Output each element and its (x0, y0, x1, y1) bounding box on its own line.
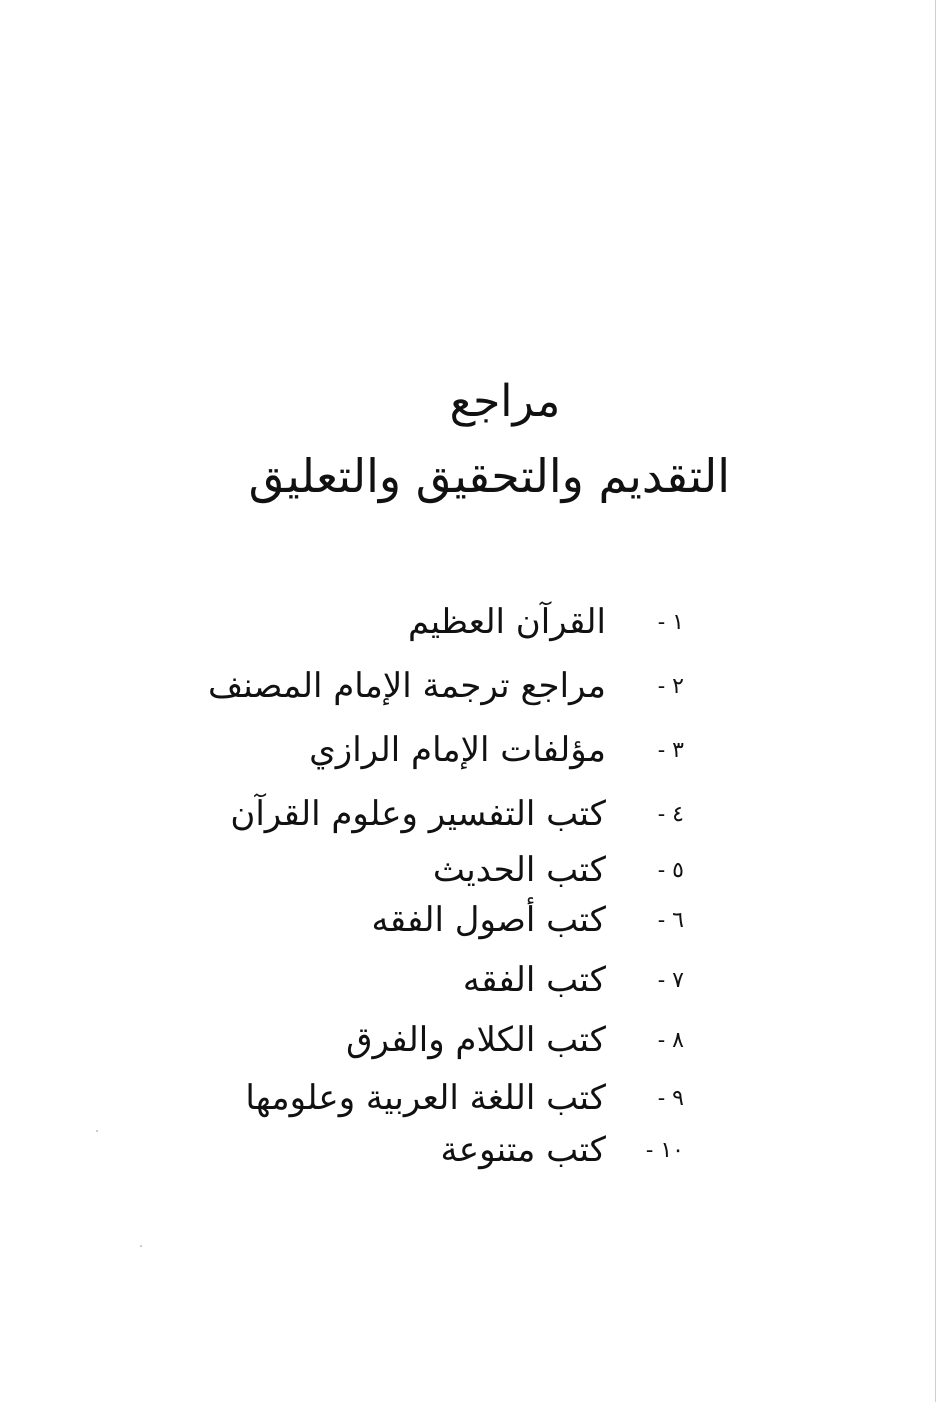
page-title: مراجع (449, 376, 561, 427)
scan-speck (96, 1130, 98, 1132)
list-item (244, 1012, 684, 1068)
item-label: مؤلفات الإمام الرازي (309, 730, 606, 770)
item-label: كتب متنوعة (440, 1130, 606, 1170)
list-item (244, 1122, 684, 1178)
list-item (208, 658, 684, 714)
item-label: كتب الكلام والفرق (346, 1020, 606, 1060)
scan-speck (140, 1245, 142, 1247)
item-label: كتب الفقه (462, 960, 606, 1000)
item-number: ٩ - (657, 1085, 684, 1111)
list-item (244, 1070, 684, 1126)
item-number: ٨ - (657, 1027, 684, 1053)
list-item (244, 892, 684, 948)
list-item (244, 842, 684, 898)
item-number: ٦ - (657, 907, 684, 933)
page-subtitle: التقديم والتحقيق والتعليق (248, 449, 730, 503)
list-item (244, 722, 684, 778)
item-label: كتب اللغة العربية وعلومها (245, 1078, 606, 1118)
item-number: ٣ - (657, 737, 684, 763)
item-label: كتب أصول الفقه (371, 900, 606, 940)
item-number: ١٠ - (645, 1137, 684, 1163)
item-number: ٤ - (657, 801, 684, 827)
item-number: ٢ - (657, 673, 684, 699)
item-number: ٥ - (657, 857, 684, 883)
item-label: القرآن العظيم (408, 602, 606, 642)
list-item (244, 594, 684, 650)
item-number: ٧ - (657, 967, 684, 993)
list-item (230, 786, 684, 842)
item-label: كتب الحديث (432, 850, 606, 890)
item-number: ١ - (657, 609, 684, 635)
item-label: كتب التفسير وعلوم القرآن (230, 794, 606, 834)
item-label: مراجع ترجمة الإمام المصنف (208, 666, 606, 706)
list-item (244, 952, 684, 1008)
